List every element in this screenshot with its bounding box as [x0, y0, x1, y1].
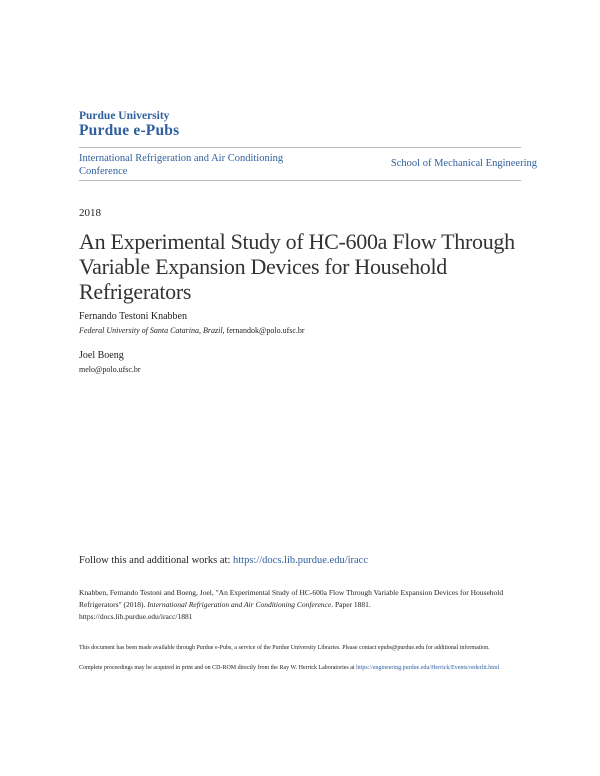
university-name[interactable]: Purdue University [79, 110, 170, 122]
follow-label: Follow this and additional works at: [79, 555, 233, 566]
citation-prefix: Knabben, Fernando Testoni and Boeng, Joel, "An Experimental Study of HC-600a Flow Through Variable Expansion Devices for Household Refrigerators" (2018). [79, 588, 504, 609]
divider-top [79, 147, 521, 148]
publication-year: 2018 [79, 207, 101, 219]
author-email[interactable]: fernandok@polo.ufsc.br [226, 326, 305, 335]
author-email[interactable]: melo@polo.ufsc.br [79, 365, 141, 374]
proceedings-text: Complete proceedings may be acquired in print and on CD-ROM directly from the Ray W. Herrick Laboratories at [79, 665, 357, 671]
department-link[interactable]: School of Mechanical Engineering [390, 158, 537, 169]
citation-suffix: . Paper 1881. [331, 600, 371, 609]
availability-notice: This document has been made available through Purdue e-Pubs, a service of the Purdue University Libraries. Please contact epubs@purdue.edu for additional information. [79, 645, 490, 651]
proceedings-link[interactable]: https://engineering.purdue.edu/Herrick/Events/orderlit.html [356, 665, 500, 671]
follow-line [79, 555, 368, 566]
affiliation-text: Federal University of Santa Catarina, Brazil [79, 326, 223, 335]
author-name: Fernando Testoni Knabben [79, 311, 187, 322]
follow-link[interactable]: https://docs.lib.purdue.edu/iracc [233, 555, 369, 566]
citation-url[interactable]: https://docs.lib.purdue.edu/iracc/1881 [79, 612, 193, 621]
citation-venue: International Refrigeration and Air Conditioning Conference [147, 600, 332, 609]
author-name: Joel Boeng [79, 350, 124, 361]
citation-block [79, 587, 524, 623]
repository-name[interactable]: Purdue e-Pubs [79, 122, 180, 139]
paper-title: An Experimental Study of HC-600a Flow Through Variable Expansion Devices for Household Refrigerators [79, 229, 515, 304]
collection-link[interactable]: International Refrigeration and Air Conditioning Conference [79, 153, 284, 177]
author-affiliation: Federal University of Santa Catarina, Brazil, fernandok@polo.ufsc.br [79, 326, 305, 335]
divider-bottom [79, 180, 521, 181]
proceedings-notice [79, 664, 524, 674]
